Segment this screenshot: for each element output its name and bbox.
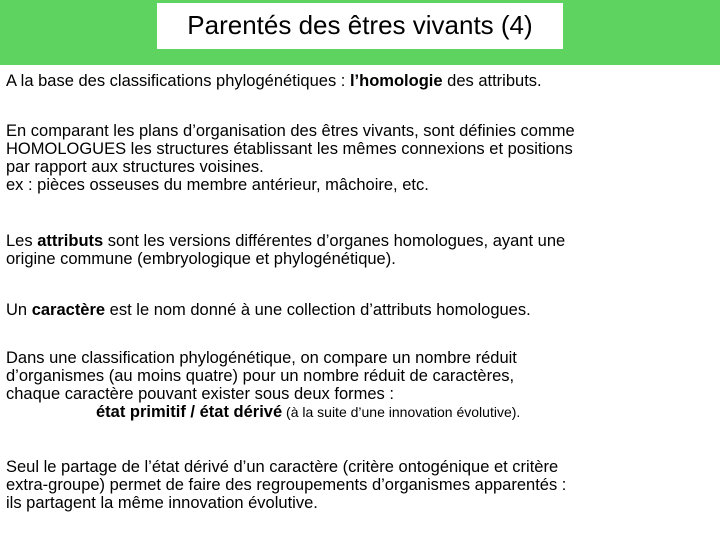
p5-bold: état primitif / état dérivé xyxy=(96,403,283,421)
p6-line1: Seul le partage de l’état dérivé d’un caractère (critère ontogénique et critère xyxy=(6,458,559,476)
p6-line3: ils partagent la même innovation évolutive. xyxy=(6,494,318,512)
p4-text-end: est le nom donné à une collection d’attributs homologues. xyxy=(105,301,531,319)
title-bar xyxy=(0,0,720,65)
p1-text-end: des attributs. xyxy=(442,72,542,90)
paragraph-partage xyxy=(6,458,566,512)
p5-line3: chaque caractère pouvant exister sous deux formes : xyxy=(6,385,394,403)
p2-line1: En comparant les plans d’organisation des êtres vivants, sont définies comme xyxy=(6,122,575,140)
p2-example: ex : pièces osseuses du membre antérieur, mâchoire, etc. xyxy=(6,176,429,194)
p4-text: Un xyxy=(6,301,32,319)
p2-line2: HOMOLOGUES les structures établissant les mêmes connexions et positions xyxy=(6,140,573,158)
p5-line2: d’organismes (au moins quatre) pour un nombre réduit de caractères, xyxy=(6,367,515,385)
paragraph-homologie xyxy=(6,72,542,90)
p1-bold: l’homologie xyxy=(349,72,443,90)
p3-bold: attributs xyxy=(37,232,104,250)
p5-small: (à la suite d’une innovation évolutive). xyxy=(282,404,521,420)
paragraph-classification xyxy=(6,349,520,421)
p5-line1: Dans une classification phylogénétique, on compare un nombre réduit xyxy=(6,349,517,367)
p5-states-line xyxy=(6,403,520,421)
p3-line2: origine commune (embryologique et phylogénétique). xyxy=(6,250,396,268)
paragraph-homologues xyxy=(6,122,575,194)
p4-bold: caractère xyxy=(31,301,106,319)
p2-line3: par rapport aux structures voisines. xyxy=(6,158,264,176)
p1-text: A la base des classifications phylogénétiques : xyxy=(6,72,350,90)
slide-title: Parentés des êtres vivants (4) xyxy=(157,3,562,49)
p3-text: Les xyxy=(6,232,38,250)
p3-line1-end: sont les versions différentes d’organes homologues, ayant une xyxy=(103,232,566,250)
p6-line2: extra-groupe) permet de faire des regroupements d’organismes apparentés : xyxy=(6,476,567,494)
paragraph-caractere xyxy=(6,301,531,319)
paragraph-attributs xyxy=(6,232,565,268)
